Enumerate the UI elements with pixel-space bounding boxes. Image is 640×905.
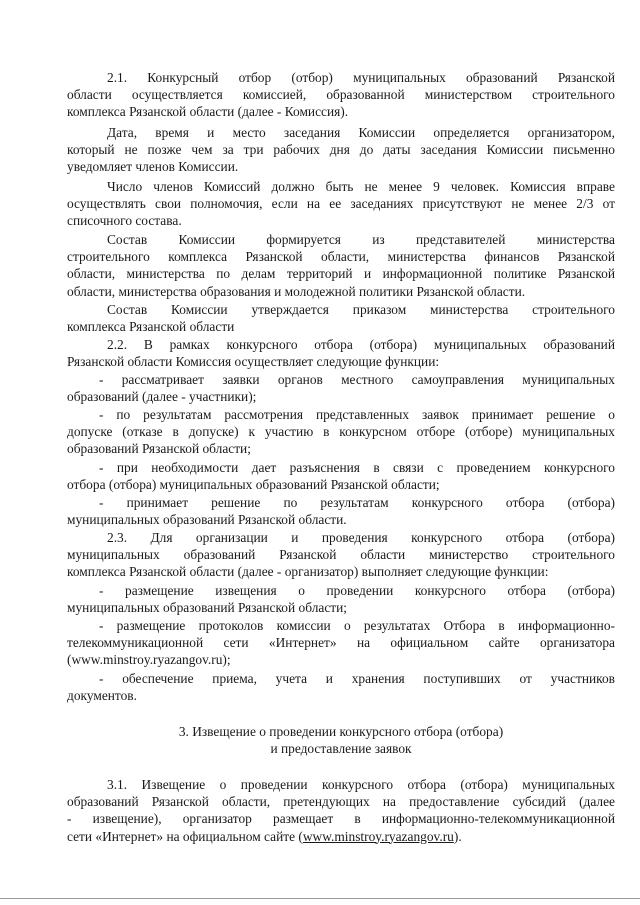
text-line: комплекса Рязанской области (далее - Комиссия). [67, 104, 349, 120]
text-line: - размещение извещения о проведении конкурсного отбора (отбора) [99, 583, 615, 598]
paragraph-2-1 [67, 69, 615, 121]
text-line: документов. [67, 688, 137, 704]
paragraph-2-3 [67, 529, 615, 581]
text-line: Состав Комиссии формируется из представителей министерства [107, 232, 615, 247]
text-line: области, министерства образования и молодежной политики Рязанской области. [67, 283, 526, 299]
text-line: области осуществляется комиссией, образованной министерством строительного [67, 87, 615, 103]
text-line: образований (далее - участники); [67, 389, 257, 405]
text-line: Состав Комиссии утверждается приказом министерства строительного [107, 302, 615, 317]
paragraph-2-2 [67, 336, 615, 370]
text-line: осуществлять свои полномочия, если на ее заседаниях присутствуют не менее 2/3 от [67, 196, 615, 212]
text-line: допуске (отказе в допуске) к участию в конкурсном отборе (отборе) муниципальных [67, 424, 615, 440]
text-line: комплекса Рязанской области (далее - организатор) выполняет следующие функции: [67, 564, 549, 580]
text-line: - принимает решение по результатам конкурсного отбора (отбора) [99, 495, 615, 510]
ministry-website-link[interactable]: www.minstroy.ryazangov.ru [302, 828, 454, 844]
list-item-commission-4 [67, 494, 615, 528]
text-line: 2.2. В рамках конкурсного отбора (отбора) муниципальных образований [107, 337, 615, 352]
text-line: муниципальных образований Рязанской области. [67, 512, 347, 528]
text-line: комплекса Рязанской области [67, 319, 235, 335]
text-fragment: ). [453, 828, 462, 844]
text-line: - обеспечение приема, учета и хранения поступивших от участников [99, 671, 615, 686]
text-line: - размещение протоколов комиссии о результатах Отбора в информационно- [99, 618, 615, 633]
paragraph-3-1 [67, 776, 615, 845]
list-item-organizer-2 [67, 617, 615, 669]
text-line: - рассматривает заявки органов местного самоуправления муниципальных [99, 372, 615, 387]
text-fragment: сети «Интернет» на официальном сайте ( [67, 828, 303, 844]
list-item-commission-1 [67, 371, 615, 405]
text-line: 2.1. Конкурсный отбор (отбор) муниципальных образований Рязанской [107, 70, 615, 85]
paragraph-approval [67, 301, 615, 335]
paragraph-members-count [67, 178, 615, 230]
section-3-heading [67, 723, 615, 757]
text-line: - при необходимости дает разъяснения в связи с проведением конкурсного [99, 460, 615, 475]
text-line: образований Рязанской области, претендующих на предоставление субсидий (далее [67, 794, 615, 810]
list-item-commission-3 [67, 459, 615, 493]
text-line: Рязанской области Комиссия осуществляет следующие функции: [67, 354, 440, 370]
text-line: области, министерства по делам территорий и информационной политике Рязанской [67, 266, 615, 282]
text-line: строительного комплекса Рязанской области, министерства финансов Рязанской [67, 249, 615, 265]
text-line: образований Рязанской области; [67, 441, 251, 457]
paragraph-composition [67, 231, 615, 300]
text-line: уведомляет членов Комиссии. [67, 159, 239, 175]
heading-line: 3. Извещение о проведении конкурсного отбора (отбора) [178, 724, 504, 739]
list-item-commission-2 [67, 406, 615, 458]
page-bottom-edge [0, 898, 640, 899]
text-line: Дата, время и место заседания Комиссии определяется организатором, [107, 125, 615, 140]
text-line: муниципальных образований Рязанской области; [67, 600, 347, 616]
list-item-organizer-1 [67, 582, 615, 616]
text-line: Число членов Комиссий должно быть не менее 9 человек. Комиссия вправе [107, 179, 615, 194]
text-line: - извещение), организатор размещает в информационно-телекоммуникационной [67, 811, 615, 827]
text-line: списочного состава. [67, 213, 182, 229]
paragraph-meeting-date [67, 124, 615, 176]
list-item-organizer-3 [67, 670, 615, 704]
text-line: телекоммуникационной сети «Интернет» на официальном сайте организатора [67, 635, 615, 651]
text-line: 2.3. Для организации и проведения конкурсного отбора (отбора) [107, 530, 615, 545]
text-line: - по результатам рассмотрения представленных заявок принимает решение о [99, 407, 615, 422]
text-line: 3.1. Извещение о проведении конкурсного отбора (отбора) муниципальных [107, 777, 615, 792]
text-line: отбора (отбора) муниципальных образований Рязанской области; [67, 477, 440, 493]
text-line: (www.minstroy.ryazangov.ru); [67, 652, 231, 668]
text-line: который не позже чем за три рабочих дня до даты заседания Комиссии письменно [67, 142, 615, 158]
text-line: муниципальных образований Рязанской области министерство строительного [67, 547, 615, 563]
heading-line: и предоставление заявок [270, 741, 412, 757]
text-line [67, 828, 615, 845]
